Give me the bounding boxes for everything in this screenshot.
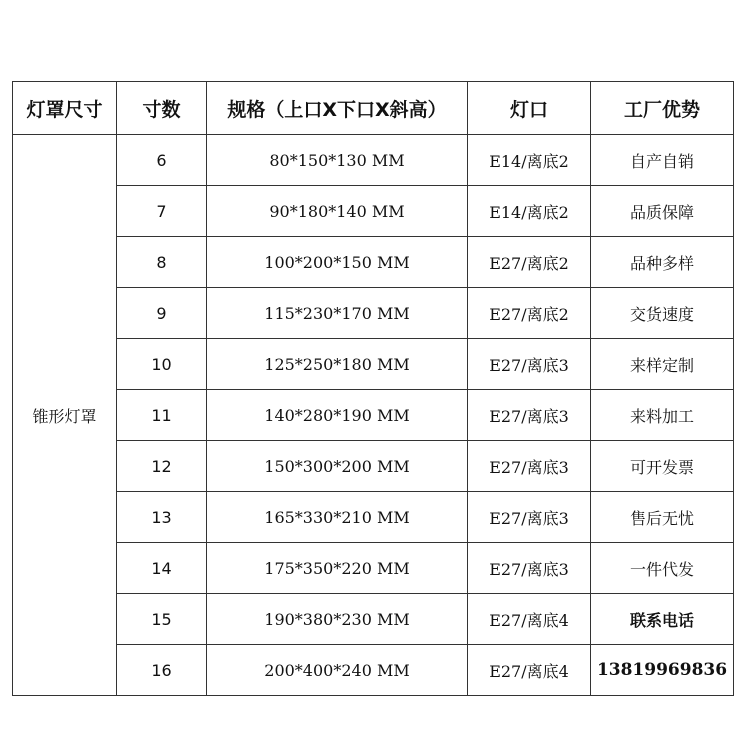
spec-cell: 90*180*140 MM — [207, 186, 468, 237]
advantage-cell: 来料加工 — [591, 390, 734, 441]
size-cell: 15 — [117, 594, 207, 645]
socket-cell: E27/离底2 — [468, 288, 591, 339]
advantage-cell: 可开发票 — [591, 441, 734, 492]
table-row — [13, 390, 734, 441]
size-cell: 14 — [117, 543, 207, 594]
table-row — [13, 441, 734, 492]
socket-cell: E27/离底3 — [468, 390, 591, 441]
header-lampshade-size: 灯罩尺寸 — [13, 82, 117, 135]
phone-number-cell: 13819969836 — [591, 645, 734, 696]
header-factory-advantage: 工厂优势 — [591, 82, 734, 135]
lampshade-spec-table — [12, 81, 734, 696]
spec-cell: 175*350*220 MM — [207, 543, 468, 594]
socket-cell: E27/离底3 — [468, 441, 591, 492]
spec-cell: 190*380*230 MM — [207, 594, 468, 645]
table-row — [13, 186, 734, 237]
table-row — [13, 594, 734, 645]
spec-cell: 80*150*130 MM — [207, 135, 468, 186]
size-cell: 12 — [117, 441, 207, 492]
advantage-cell: 一件代发 — [591, 543, 734, 594]
size-cell: 9 — [117, 288, 207, 339]
header-inch-count: 寸数 — [117, 82, 207, 135]
header-socket: 灯口 — [468, 82, 591, 135]
spec-cell: 140*280*190 MM — [207, 390, 468, 441]
table-row — [13, 492, 734, 543]
table-row — [13, 288, 734, 339]
table-row — [13, 645, 734, 696]
table-row — [13, 135, 734, 186]
table-row — [13, 543, 734, 594]
socket-cell: E14/离底2 — [468, 135, 591, 186]
size-cell: 6 — [117, 135, 207, 186]
spec-cell: 150*300*200 MM — [207, 441, 468, 492]
spec-cell: 165*330*210 MM — [207, 492, 468, 543]
spec-cell: 200*400*240 MM — [207, 645, 468, 696]
spec-cell: 115*230*170 MM — [207, 288, 468, 339]
advantage-cell: 品质保障 — [591, 186, 734, 237]
socket-cell: E27/离底4 — [468, 645, 591, 696]
socket-cell: E27/离底4 — [468, 594, 591, 645]
advantage-cell: 品种多样 — [591, 237, 734, 288]
contact-label-cell: 联系电话 — [591, 594, 734, 645]
advantage-cell: 交货速度 — [591, 288, 734, 339]
size-cell: 7 — [117, 186, 207, 237]
socket-cell: E27/离底3 — [468, 492, 591, 543]
size-cell: 11 — [117, 390, 207, 441]
size-cell: 16 — [117, 645, 207, 696]
spec-cell: 125*250*180 MM — [207, 339, 468, 390]
advantage-cell: 来样定制 — [591, 339, 734, 390]
category-cell: 锥形灯罩 — [13, 135, 117, 696]
header-specification: 规格（上口X下口X斜高） — [207, 82, 468, 135]
size-cell: 10 — [117, 339, 207, 390]
socket-cell: E27/离底3 — [468, 543, 591, 594]
advantage-cell: 售后无忧 — [591, 492, 734, 543]
size-cell: 13 — [117, 492, 207, 543]
advantage-cell: 自产自销 — [591, 135, 734, 186]
table-row — [13, 339, 734, 390]
table-row — [13, 237, 734, 288]
socket-cell: E27/离底2 — [468, 237, 591, 288]
size-cell: 8 — [117, 237, 207, 288]
socket-cell: E14/离底2 — [468, 186, 591, 237]
header-row — [13, 82, 734, 135]
spec-cell: 100*200*150 MM — [207, 237, 468, 288]
socket-cell: E27/离底3 — [468, 339, 591, 390]
